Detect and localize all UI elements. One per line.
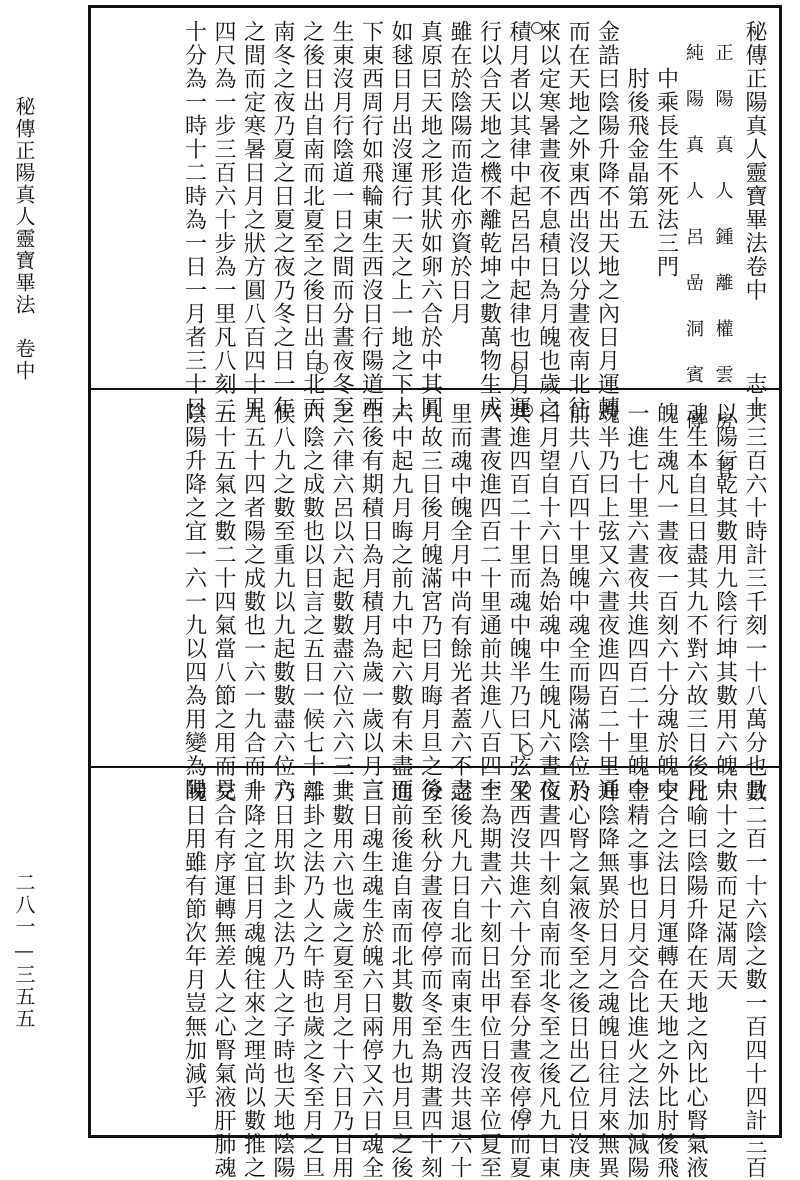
- text-column: 魂半乃曰上弦又六晝夜進四百二十里通: [594, 402, 620, 802]
- text-column: 之後凡九日自北而南東生西沒共退六十: [447, 780, 472, 1180]
- text-column: 候八九之數至重九以九起數數盡六位六: [270, 402, 295, 802]
- text-column: 秘傳正陽真人靈寶畢法卷中 志十: [742, 20, 767, 420]
- annotation-circle: [521, 744, 533, 756]
- text-column: 數二百一十六陰之數一百四十四計三百: [742, 780, 767, 1180]
- text-column: 來以定寒暑晝夜不息積日為月魄也歲之: [535, 20, 561, 420]
- text-column: 位晝四十刻自南而北冬至之後凡九日東: [535, 780, 561, 1180]
- text-column: 里而魂中魄全月中尚有餘光者蓋六不盡: [447, 402, 472, 802]
- text-column: 六中起九月晦之前九中起六數有未盡而: [388, 402, 413, 802]
- text-column: 生後有期積日為月積月為歲一歲以月言: [358, 402, 384, 802]
- text-column: 乃日用坎卦之法乃人之子時也天地陰陽: [270, 780, 295, 1180]
- text-column: 一進七十里六晝夜共進四百二十里魄中: [624, 402, 649, 802]
- annotation-circle: [316, 362, 328, 374]
- text-column: 三日魂生魂生於魄六日兩停又六日魂全: [358, 780, 384, 1180]
- text-column: 至為期晝六十刻日出甲位日沒辛位夏至: [476, 780, 502, 1180]
- book-title-margin: 秘傳正陽真人靈寶畢法 卷中: [12, 96, 36, 382]
- text-column: 五十五氣之數二十四氣當八節之用而見: [211, 402, 236, 802]
- text-column: 中乘長生不死法三門: [653, 20, 679, 279]
- text-column: 下東西周行如飛輪東生西沒日行陽道西: [358, 20, 384, 420]
- text-column: 九故三日後月魄滿宮乃曰月晦月旦之後: [417, 402, 443, 802]
- text-column: 曰月望自十六日為始魂中生魄凡六晝夜: [535, 402, 561, 802]
- text-column: 四尺為一步三百六十步為一里凡八刻二: [211, 20, 236, 420]
- text-column: 生西沒共進六十分至春分晝夜停停而夏: [506, 780, 531, 1180]
- annotation-circle: [519, 1108, 531, 1120]
- text-band-bottom: [91, 766, 779, 1180]
- text-column: 共三百六十時計三千刻一十八萬分也且: [742, 402, 767, 802]
- text-column: 真原曰天地之形其狀如卵六合於中其圓: [417, 20, 443, 420]
- text-column: 行以合天地之機不離乾坤之數萬物生成: [476, 20, 502, 420]
- text-column: 十分為一時十二時為一日一月者三十日: [181, 20, 207, 420]
- text-column: 前共八百四十里魄中魂全而陽滿陰位乃: [565, 402, 590, 802]
- text-column: 六陰之成數也以日言之五日一候七十二: [299, 402, 325, 802]
- text-column: 九五十四者陽之成數也一六一九合而十: [240, 402, 266, 802]
- text-column: 生東沒月行陰道一日之間而分晝夜冬至: [329, 20, 354, 420]
- text-column: 升陰降無異於日月之魂魄日往月來無異: [594, 780, 620, 1180]
- text-column: 而在天地之外東西出沒以分晝夜南北往: [565, 20, 590, 420]
- text-column: 交合有序運轉無差人之心腎氣液肝肺魂: [211, 780, 236, 1180]
- text-column: 六晝夜進四百二十里通前共進八百四十: [476, 402, 502, 802]
- text-column: 魄日用雖有節次年月豈無加減乎: [181, 780, 207, 1109]
- text-column: 正 陽 真 人 鍾 離 權 雲 房 著: [712, 20, 734, 480]
- page-number-margin: 二八一—三五五: [12, 872, 36, 1030]
- annotation-circle: [531, 22, 543, 34]
- annotation-circle: [519, 782, 531, 794]
- text-column: 其數用六也歲之夏至月之十六日乃日用: [329, 780, 354, 1180]
- text-column: 離卦之法乃人之午時也歲之冬至月之旦: [299, 780, 325, 1180]
- text-column: 六十之數而足滿周天: [712, 780, 738, 992]
- text-column: 金精之事也日月交合比進火之法加減陽: [624, 780, 649, 1180]
- text-column: 肘後飛金晶第五: [624, 20, 649, 232]
- text-column: 進前後進自南而北其數用九也月旦之後: [388, 780, 413, 1180]
- text-column: 魄生魂凡一晝夜一百刻六十分魂於魄中: [653, 402, 679, 802]
- annotation-circle: [521, 404, 533, 416]
- text-column: 之間而定寒暑日月之狀方圓八百四十里: [240, 20, 266, 420]
- text-column: 共進四百二十里而魂中魄半乃曰下弦又: [506, 402, 531, 802]
- text-column: 之六律六呂以六起數數盡六位六六三十: [329, 402, 354, 802]
- text-column: 雖在於陰陽而造化亦資於日月: [447, 20, 472, 326]
- page-frame: [88, 5, 782, 1180]
- text-column: 金誥曰陰陽升降不出天地之內日月運轉: [594, 20, 620, 420]
- text-column: 於心腎之氣液冬至之後日出乙位日沒庚: [565, 780, 590, 1180]
- text-column: 交合之法日月運轉在天地之外比肘後飛: [653, 780, 679, 1180]
- text-column: 純 陽 真 人 呂 嵒 洞 賓 傳: [683, 20, 704, 434]
- text-column: 積月者以其律中起呂呂中起律也日月運: [506, 20, 531, 420]
- text-column: 南冬之夜乃夏之日夏之夜乃冬之日一年: [270, 20, 295, 420]
- text-column: 魂生本自旦日盡其九不對六故三日後月: [683, 402, 708, 802]
- text-column: 升降之宜日月魂魄往來之理尚以數推之: [240, 780, 266, 1180]
- annotation-circle: [511, 362, 523, 374]
- text-column: 比喻曰陰陽升降在天地之內比心腎氣液: [683, 780, 708, 1180]
- text-column: 以陽行乾其數用九陰行坤其數用六魄中: [712, 402, 738, 802]
- text-band-middle: [91, 388, 779, 802]
- text-column: 陰陽升降之宜一六一九以四為用變為陽: [181, 402, 207, 802]
- text-column: 如毬日月出沒運行一天之上一地之下上: [388, 20, 413, 420]
- text-band-top: [91, 8, 779, 480]
- text-column: 分至秋分晝夜停停而冬至為期晝四十刻: [417, 780, 443, 1180]
- text-column: 之後日出自南而北夏至之後日出自北而: [299, 20, 325, 420]
